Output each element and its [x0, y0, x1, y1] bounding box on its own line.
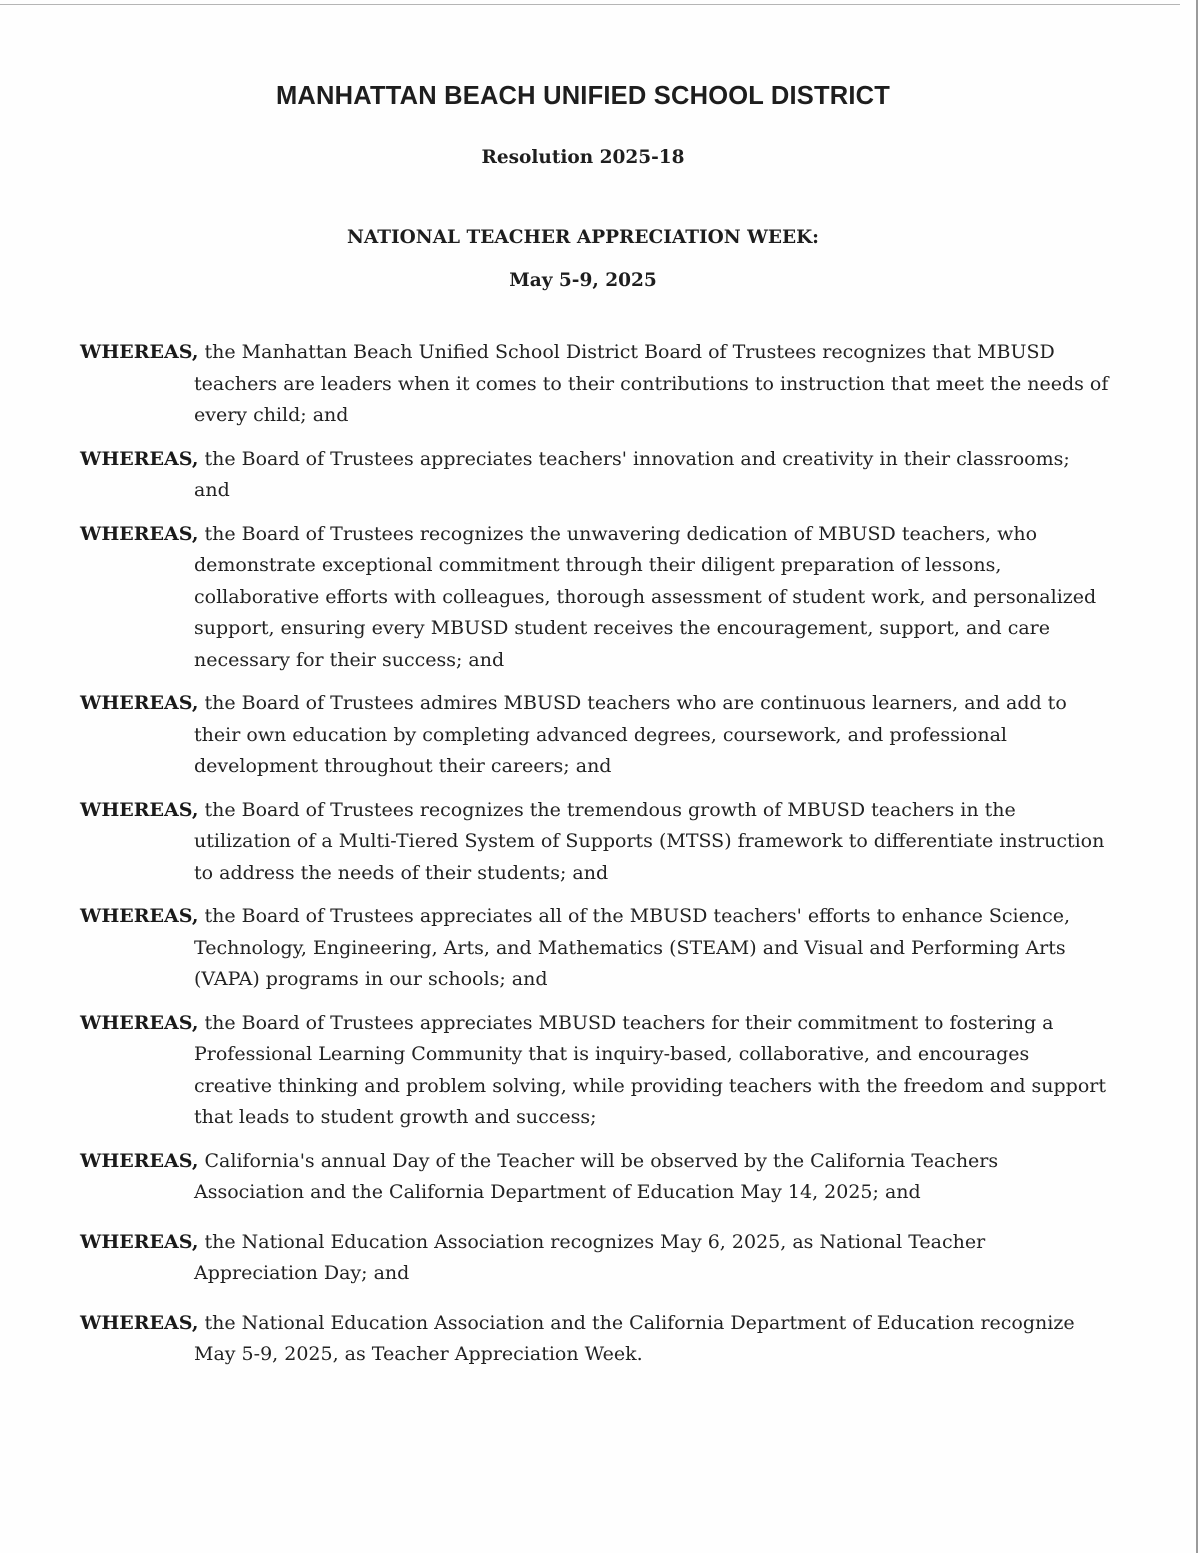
event-dates: May 5-9, 2025: [509, 270, 657, 291]
whereas-clauses: [80, 337, 1110, 1392]
whereas-keyword: WHEREAS,: [80, 905, 199, 927]
whereas-clause: [80, 795, 1110, 890]
clause-text: California's annual Day of the Teacher will be observed by the California Teachers Association and the California Department of Education May 14, 2025; and: [194, 1149, 999, 1203]
whereas-clause: [80, 1008, 1110, 1134]
whereas-keyword: WHEREAS,: [80, 341, 199, 363]
clause-text: the National Education Association recognizes May 6, 2025, as National Teacher Appreciation Day; and: [194, 1230, 986, 1284]
whereas-keyword: WHEREAS,: [80, 522, 199, 545]
whereas-keyword: WHEREAS,: [80, 1311, 199, 1334]
clause-text: the Board of Trustees appreciates teachers' innovation and creativity in their classrooms; and: [194, 447, 1070, 501]
whereas-clause: [80, 901, 1110, 996]
whereas-keyword: WHEREAS,: [80, 1230, 199, 1253]
whereas-clause: [80, 1227, 1110, 1290]
whereas-clause: [80, 519, 1110, 677]
clause-text: the Board of Trustees appreciates MBUSD teachers for their commitment to fostering a Professional Learning Community that is inquiry-based, collaborative, and encourages creative thinking and problem solving, while providing teachers with the freedom and support that leads to student growth and success;: [194, 1011, 1106, 1128]
resolution-number: Resolution 2025-18: [481, 147, 685, 168]
whereas-clause: [80, 444, 1110, 507]
event-title: NATIONAL TEACHER APPRECIATION WEEK:: [347, 227, 819, 248]
clause-text: the Manhattan Beach Unified School District Board of Trustees recognizes that MBUSD teachers are leaders when it comes to their contributions to instruction that meet the needs of every child; and: [194, 341, 1109, 426]
whereas-keyword: WHEREAS,: [80, 692, 199, 714]
district-name: MANHATTAN BEACH UNIFIED SCHOOL DISTRICT: [275, 82, 891, 110]
clause-text: the Board of Trustees admires MBUSD teachers who are continuous learners, and add to their own education by completing advanced degrees, coursework, and professional development throughout their careers; and: [194, 692, 1067, 777]
scan-right-edge: [1196, 0, 1198, 1553]
whereas-clause: [80, 1308, 1110, 1371]
whereas-clause: [80, 1146, 1110, 1209]
clause-text: the Board of Trustees recognizes the tremendous growth of MBUSD teachers in the utilization of a Multi-Tiered System of Supports (MTSS) framework to differentiate instruction to address the needs of their students; and: [194, 798, 1105, 884]
clause-text: the Board of Trustees appreciates all of the MBUSD teachers' efforts to enhance Science, Technology, Engineering, Arts, and Mathematics (STEAM) and Visual and Performing Arts (VAPA) programs in our schools; and: [194, 905, 1071, 990]
whereas-keyword: WHEREAS,: [80, 1011, 199, 1034]
clause-text: the National Education Association and the California Department of Education recognize May 5-9, 2025, as Teacher Appreciation Week.: [194, 1311, 1075, 1365]
scan-top-edge: [0, 4, 1180, 5]
whereas-keyword: WHEREAS,: [80, 798, 199, 821]
clause-text: the Board of Trustees recognizes the unwavering dedication of MBUSD teachers, who demonstrate exceptional commitment through their diligent preparation of lessons, collaborative efforts with colleagues, thorough assessment of student work, and personalized support, ensuring every MBUSD student receives the encouragement, support, and care necessary for their success; and: [194, 522, 1097, 671]
whereas-clause: [80, 337, 1110, 432]
whereas-keyword: WHEREAS,: [80, 1149, 199, 1172]
whereas-keyword: WHEREAS,: [80, 447, 199, 470]
whereas-clause: [80, 688, 1110, 783]
